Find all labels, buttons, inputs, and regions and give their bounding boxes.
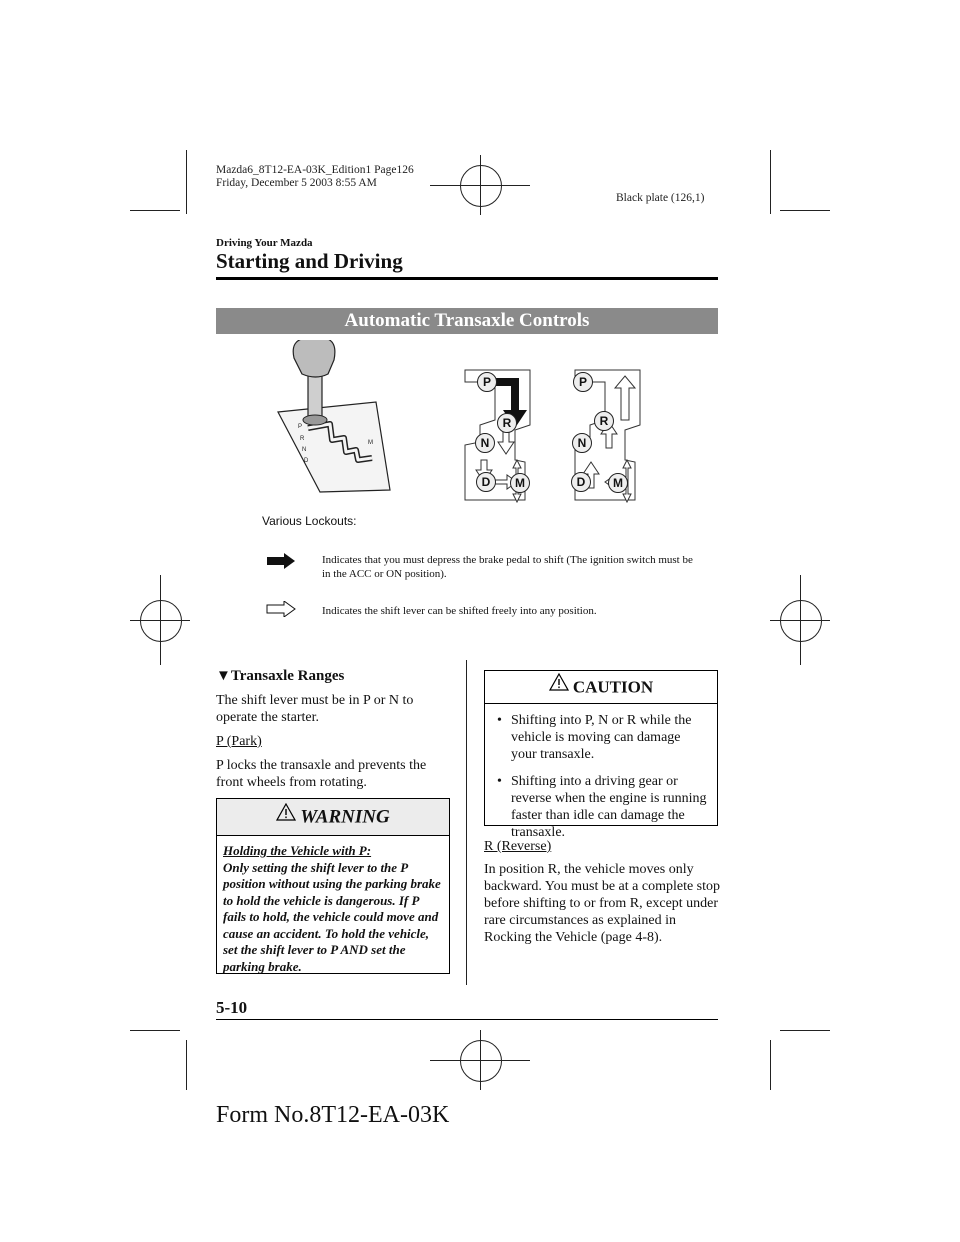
form-number: Form No.8T12-EA-03K bbox=[216, 1102, 450, 1128]
caution-header bbox=[485, 671, 717, 704]
file-info-line2: Friday, December 5 2003 8:55 AM bbox=[216, 177, 377, 189]
outline-arrow-icon bbox=[266, 601, 296, 617]
caution-title: CAUTION bbox=[572, 677, 654, 697]
warning-title: WARNING bbox=[300, 806, 390, 828]
svg-text:M: M bbox=[368, 440, 373, 446]
warning-text: Only setting the shift lever to the P position without using the parking brake to hold the vehicle is dangerous. If P fails to hold, the vehicle could move and cause an accident. To hold the vehicle, set the shift lever to P AND set the parking brake. bbox=[223, 859, 441, 974]
caution-list bbox=[485, 704, 717, 841]
page-number: 5-10 bbox=[216, 998, 248, 1017]
heading-text: Transaxle Ranges bbox=[230, 668, 345, 684]
legend-item-free: Indicates the shift lever can be shifted freely into any position. bbox=[322, 605, 597, 617]
section-banner: Automatic Transaxle Controls bbox=[216, 308, 718, 334]
gate-letter-m: M bbox=[608, 473, 628, 493]
gate-letter-r: R bbox=[594, 411, 614, 431]
column-divider bbox=[466, 660, 467, 985]
reverse-text: In position R, the vehicle moves only backward. You must be at a complete stop before shifting to or from R, except under rare circumstances as explained in Rocking the Vehicle (page 4-8). bbox=[484, 862, 721, 945]
plate-label: Black plate (126,1) bbox=[616, 192, 705, 204]
warning-subtitle: Holding the Vehicle with P: bbox=[223, 843, 372, 858]
svg-text:P: P bbox=[298, 424, 303, 430]
filled-arrow-icon bbox=[266, 553, 296, 569]
park-title: P (Park) bbox=[216, 734, 262, 749]
gate-letter-p: P bbox=[477, 372, 497, 392]
svg-text:R: R bbox=[300, 436, 305, 442]
legend-title: Various Lockouts: bbox=[262, 514, 357, 528]
caution-item: • Shifting into P, N or R while the vehicle is moving can damage your transaxle. bbox=[511, 712, 709, 763]
footer-rule bbox=[216, 1019, 718, 1020]
gate-letter-n: N bbox=[475, 433, 495, 453]
file-info-line1: Mazda6_8T12-EA-03K_Edition1 Page126 bbox=[216, 164, 414, 176]
transaxle-ranges-heading bbox=[216, 668, 344, 685]
warning-header bbox=[217, 799, 449, 836]
heading-marker: ▼ bbox=[216, 668, 231, 684]
park-text: P locks the transaxle and prevents the front wheels from rotating. bbox=[216, 758, 427, 790]
gate-letter-d: D bbox=[571, 472, 591, 492]
gate-letter-p: P bbox=[573, 372, 593, 392]
header-rule bbox=[216, 277, 718, 280]
caution-box bbox=[484, 670, 718, 840]
legend-item-locked: Indicates that you must depress the brake pedal to shift (The ignition switch must be in the ACC or ON position). bbox=[322, 554, 693, 580]
caution-item: • Shifting into a driving gear or reverse when the engine is running faster than idle can damage the transaxle. bbox=[511, 773, 709, 841]
svg-text:N: N bbox=[302, 447, 307, 453]
gate-letter-d: D bbox=[476, 472, 496, 492]
svg-text:D: D bbox=[304, 458, 309, 464]
chapter-title: Starting and Driving bbox=[216, 249, 403, 273]
warning-icon bbox=[276, 799, 296, 835]
section-label: Driving Your Mazda bbox=[216, 237, 313, 249]
gate-letter-r: R bbox=[497, 413, 517, 433]
caution-icon bbox=[549, 671, 569, 703]
file-info bbox=[216, 164, 414, 190]
gate-letter-m: M bbox=[510, 473, 530, 493]
reverse-title: R (Reverse) bbox=[484, 839, 552, 854]
warning-box bbox=[216, 798, 450, 974]
gate-letter-n: N bbox=[572, 433, 592, 453]
ranges-intro: The shift lever must be in P or N to operate the starter. bbox=[216, 693, 414, 725]
